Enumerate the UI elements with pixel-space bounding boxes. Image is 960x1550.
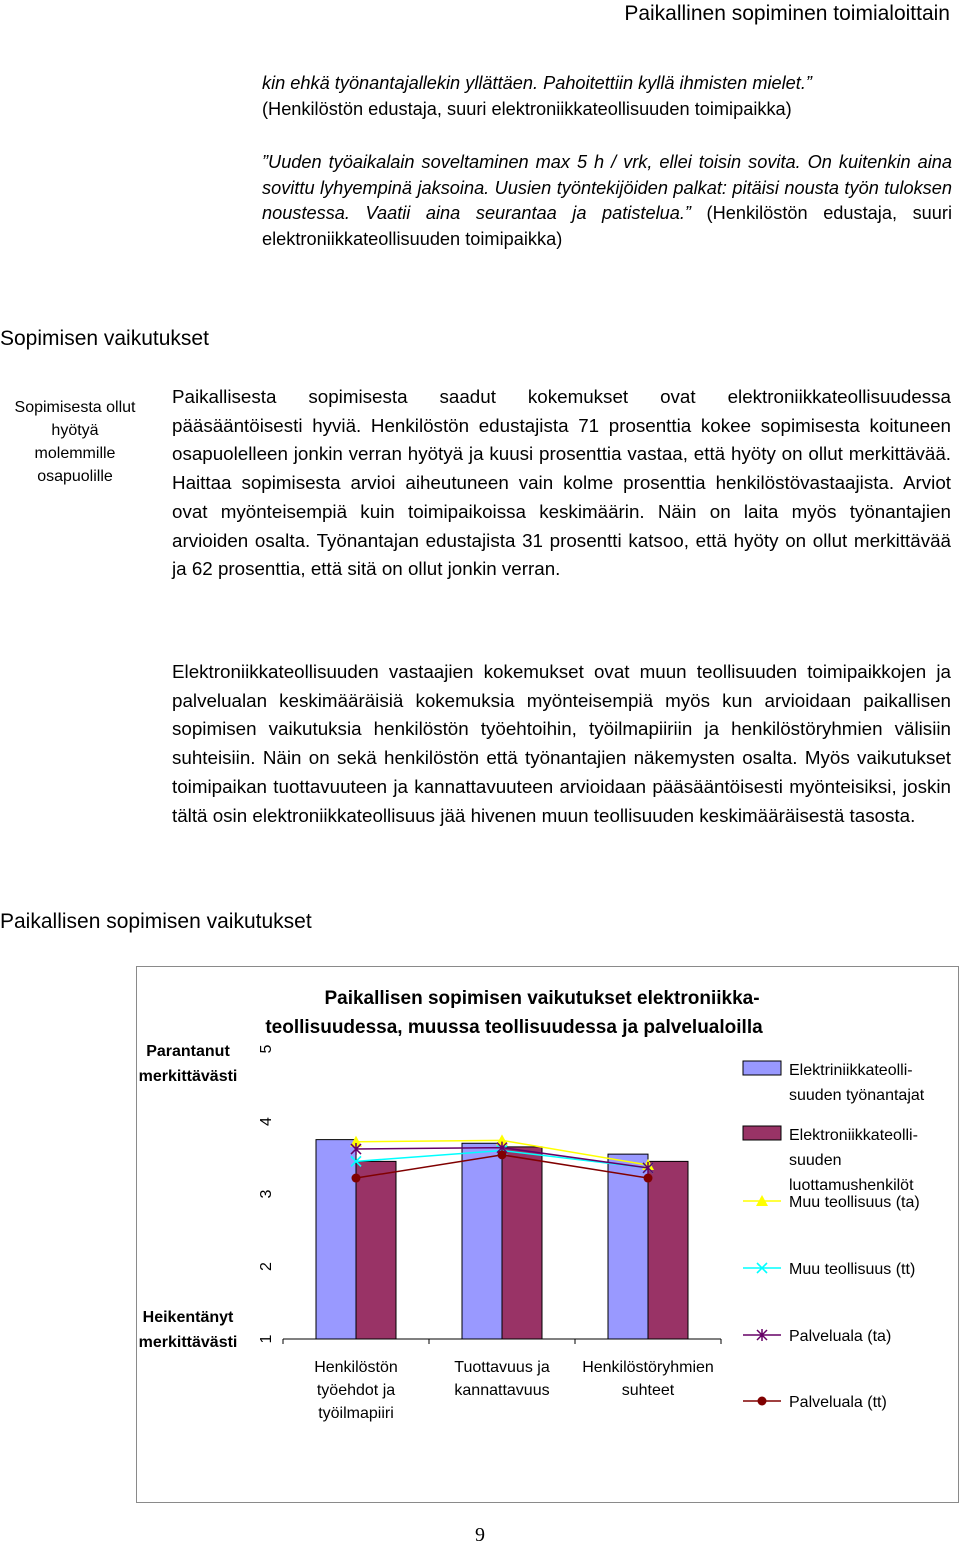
quote-2-source: (Henkilöstön edustaja, suuri elektroniikkateollisuuden toimipaikka) bbox=[262, 203, 952, 249]
section-heading-paikallisen-sopimisen-vaikutukset: Paikallisen sopimisen vaikutukset bbox=[0, 910, 312, 933]
body-paragraph-2: Elektroniikkateollisuuden vastaajien kokemukset ovat muun teollisuuden toimipaikkojen ja palvelualan keskimääräisiä kokemuksia myönteisempiä myös kun arvioidaan paikallisen sopimisen vaikutuksia henkilöstön työehtoihin, työilmapiiriin ja henkilöstöryhmien välisiin suhteisiin. Näin on sekä henkilöstön että työnantajien näkemysten osalta. Myös vaikutukset toimipaikan tuottavuuteen ja kannattavuuteen arvioidaan pääsääntöisesti myönteisiksi, joskin tältä osin elektroniikkateollisuus jää hivenen muun teollisuuden keskimääräisestä tasosta. bbox=[172, 661, 951, 826]
legend-marker-6 bbox=[758, 1397, 767, 1406]
y-tick-label-1: 1 bbox=[258, 1334, 275, 1344]
marker-series-4-cat-2 bbox=[498, 1150, 507, 1159]
page-number: 9 bbox=[475, 1524, 485, 1546]
chart-title-line-1: Paikallisen sopimisen vaikutukset elektroniikka- bbox=[324, 988, 760, 1009]
y-top-label-line-1: Parantanut bbox=[146, 1043, 230, 1060]
category-label-1-line-3: työilmapiiri bbox=[318, 1405, 394, 1422]
marker-series-4-cat-3 bbox=[644, 1174, 653, 1183]
legend-swatch-bar-1 bbox=[743, 1061, 781, 1075]
bar-series-1-cat-1 bbox=[316, 1140, 356, 1339]
y-tick-label-4: 4 bbox=[258, 1117, 275, 1126]
chart-frame bbox=[136, 966, 959, 1503]
y-bottom-label-line-1: Heikentänyt bbox=[142, 1309, 234, 1326]
bar-series-1-cat-2 bbox=[462, 1143, 502, 1339]
legend-label-2-line-3: luottamushenkilöt bbox=[789, 1177, 914, 1194]
category-label-2-line-2: kannattavuus bbox=[454, 1382, 550, 1399]
chart-title-line-2: teollisuudessa, muussa teollisuudessa ja palvelualoilla bbox=[265, 1017, 763, 1038]
y-bottom-label-line-2: merkittävästi bbox=[138, 1334, 238, 1351]
section-heading-sopimisen-vaikutukset: Sopimisen vaikutukset bbox=[0, 327, 209, 350]
category-label-3-line-2: suhteet bbox=[621, 1382, 675, 1399]
bar-series-1-cat-3 bbox=[608, 1154, 648, 1339]
y-tick-label-5: 5 bbox=[258, 1044, 275, 1054]
body-paragraph-1: Paikallisesta sopimisesta saadut kokemukset ovat elektroniikkateollisuudessa pääsääntöisesti hyviä. Henkilöstön edustajista 71 prosenttia kokee sopimisesta koituneen osapuolelleen jonkin verran hyötyä ja kuusi prosenttia vastaa, että hyöty on ollut merkittävää. Haittaa sopimisesta arvioi aiheutuneen vain kolme prosenttia henkilöstövastaajista. Arviot ovat myönteisempiä kuin toimipaikoissa keskimäärin. Näin on laita myös työnantajien arvioiden osalta. Työnantajan edustajista 31 prosentti katsoo, että hyöty on ollut merkittävää ja 62 prosenttia, että sitä on ollut jonkin verran. bbox=[172, 386, 951, 580]
quote-1-text: kin ehkä työnantajallekin yllättäen. Pahoitettiin kyllä ihmisten mielet.” bbox=[262, 73, 812, 93]
category-label-3-line-1: Henkilöstöryhmien bbox=[582, 1359, 714, 1376]
category-label-2-line-1: Tuottavuus ja bbox=[454, 1359, 550, 1376]
quote-1-source: (Henkilöstön edustaja, suuri elektroniikkateollisuuden toimipaikka) bbox=[262, 98, 792, 119]
y-tick-label-3: 3 bbox=[258, 1189, 275, 1199]
legend-label-6-line-1: Palveluala (tt) bbox=[789, 1394, 887, 1411]
y-tick-label-2: 2 bbox=[258, 1262, 275, 1271]
marker-series-4-cat-1 bbox=[352, 1174, 361, 1183]
legend-label-3-line-1: Muu teollisuus (ta) bbox=[789, 1194, 920, 1211]
bar-series-2-cat-3 bbox=[648, 1161, 688, 1339]
legend-label-1-line-2: suuden työnantajat bbox=[789, 1087, 925, 1104]
category-label-1-line-2: työehdot ja bbox=[316, 1382, 396, 1399]
quote-2 bbox=[262, 150, 952, 252]
y-top-label-line-2: merkittävästi bbox=[138, 1068, 238, 1085]
quote-2-text: ”Uuden työaikalain soveltaminen max 5 h / vrk, ellei toisin sovita. On kuitenkin aina sovittu lyhyempinä jaksoina. Uusien työntekijöiden palkat: pitäisi nousta työn tuloksen noustessa. Vaatii aina seurantaa ja patistelua.” bbox=[262, 152, 952, 223]
legend-label-2-line-1: Elektroniikkateolli- bbox=[789, 1127, 918, 1144]
legend-swatch-bar-2 bbox=[743, 1126, 781, 1140]
quote-1 bbox=[262, 71, 952, 122]
running-header: Paikallinen sopiminen toimialoittain bbox=[624, 2, 950, 25]
bar-series-2-cat-2 bbox=[502, 1147, 542, 1339]
margin-note: Sopimisesta ollut hyötyä molemmille osapuolille bbox=[14, 399, 136, 485]
bar-series-2-cat-1 bbox=[356, 1161, 396, 1339]
effects-chart bbox=[137, 967, 958, 1502]
legend-label-4-line-1: Muu teollisuus (tt) bbox=[789, 1261, 916, 1278]
legend-label-1-line-1: Elektriniikkateolli- bbox=[789, 1062, 913, 1079]
legend-label-2-line-2: suuden bbox=[789, 1152, 842, 1169]
legend-label-5-line-1: Palveluala (ta) bbox=[789, 1328, 892, 1345]
category-label-1-line-1: Henkilöstön bbox=[314, 1359, 398, 1376]
